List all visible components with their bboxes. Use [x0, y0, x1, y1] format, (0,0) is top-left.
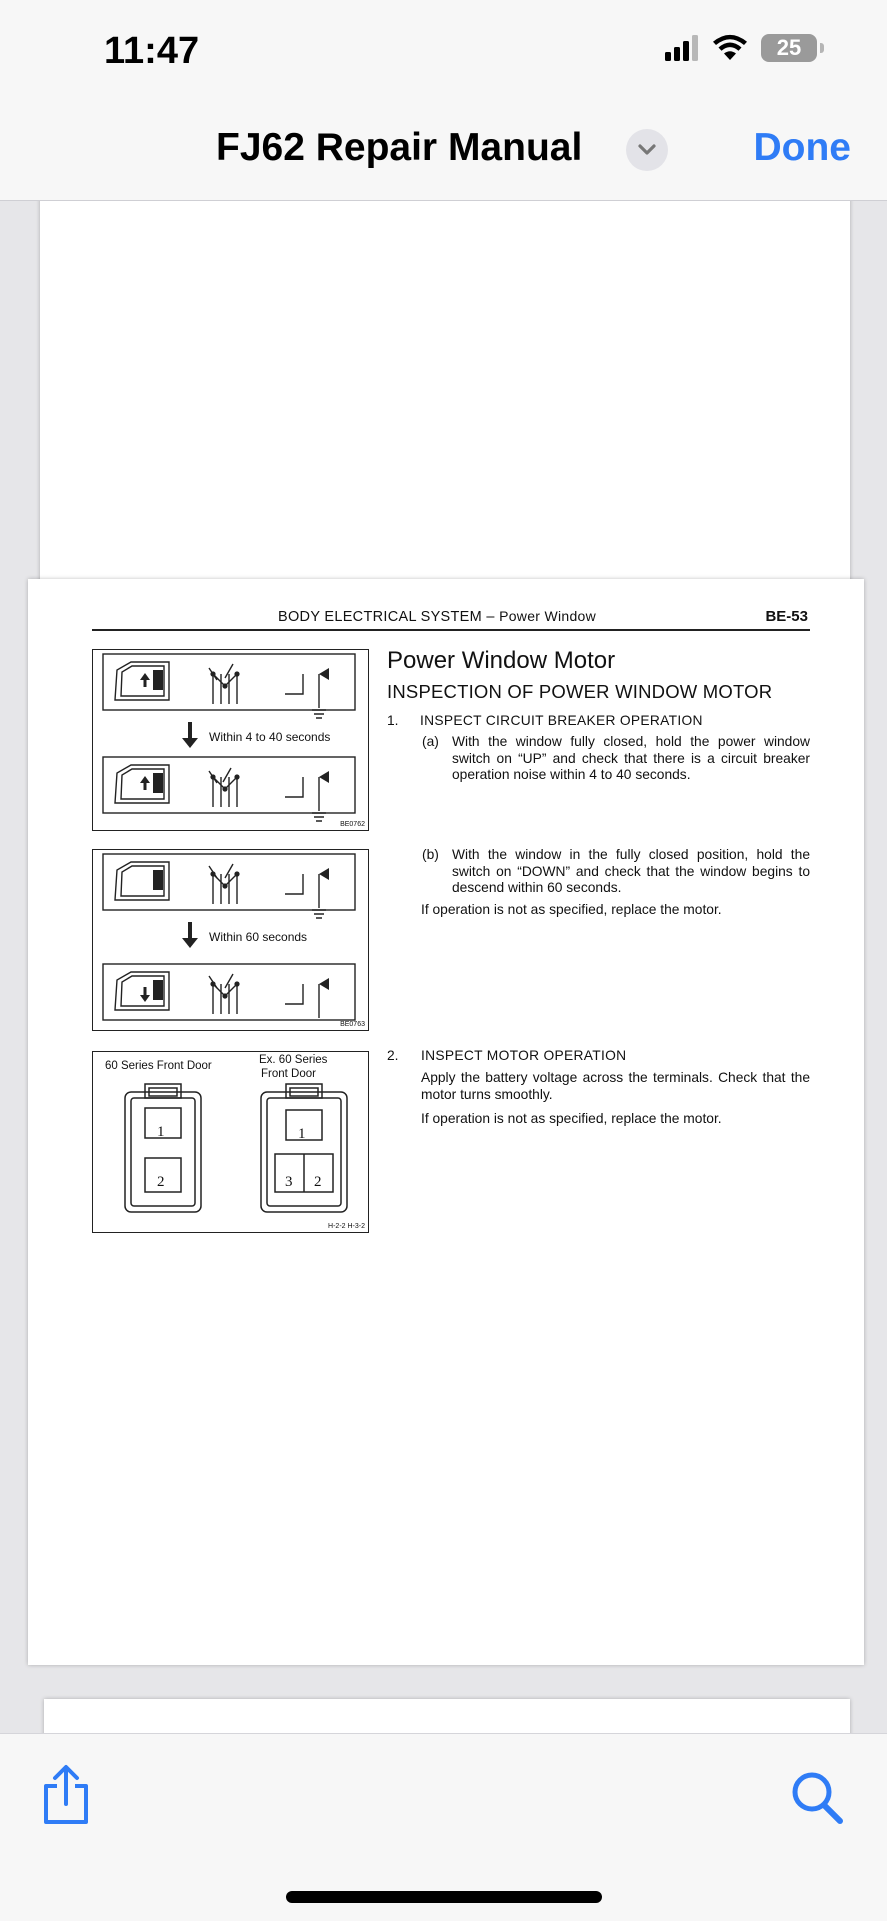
cellular-signal-icon: [665, 35, 699, 61]
fig3-right-label-1: Ex. 60 Series: [259, 1054, 328, 1066]
terminal-3-right: 3: [285, 1174, 293, 1190]
header-dash: –: [486, 609, 495, 625]
connector-diagrams: [93, 1052, 368, 1232]
battery-indicator: [761, 34, 817, 62]
step2-heading: INSPECT MOTOR OPERATION: [421, 1048, 627, 1063]
section-subtitle: INSPECTION OF POWER WINDOW MOTOR: [387, 681, 773, 702]
status-icons: [665, 34, 817, 62]
terminal-2-left: 2: [157, 1174, 165, 1190]
fig1-caption: Within 4 to 40 seconds: [209, 730, 331, 744]
wifi-icon: [711, 34, 749, 62]
navigation-bar: [0, 110, 887, 201]
fig1-code: BE0762: [340, 821, 365, 828]
pdf-page-current: [28, 579, 864, 1665]
page-header: [278, 608, 596, 625]
status-bar: [0, 0, 887, 110]
home-indicator[interactable]: [286, 1891, 602, 1903]
document-title[interactable]: FJ62 Repair Manual: [216, 126, 583, 169]
step1-number: 1.: [387, 713, 399, 728]
step1-heading: INSPECT CIRCUIT BREAKER OPERATION: [420, 713, 703, 728]
share-icon[interactable]: [40, 1764, 92, 1826]
fig2-code: BE0763: [340, 1021, 365, 1028]
header-rule: [92, 629, 810, 631]
figure-circuit-breaker-up: [92, 649, 369, 831]
step2-note: If operation is not as specified, replace the motor.: [421, 1111, 722, 1126]
section-title: Power Window Motor: [387, 647, 616, 674]
battery-level: 25: [776, 35, 802, 60]
step1-a-label: (a): [422, 734, 439, 749]
chevron-down-icon: [637, 143, 657, 157]
step1-a-text: With the window fully closed, hold the power window switch on “UP” and check that there is a circuit breaker operation noise within 4 to 40 seconds.: [452, 734, 810, 782]
terminal-1-left: 1: [157, 1124, 165, 1140]
page-number: BE-53: [765, 608, 808, 625]
figure-motor-connectors: [92, 1051, 369, 1233]
header-section: BODY ELECTRICAL SYSTEM: [278, 609, 483, 625]
header-subsection: Power Window: [499, 608, 597, 624]
step1-b-label: (b): [422, 847, 439, 862]
step2-text: Apply the battery voltage across the terminals. Check that the motor turns smoothly.: [421, 1070, 810, 1102]
terminal-2-right: 2: [314, 1174, 322, 1190]
document-viewer[interactable]: [0, 201, 887, 1733]
step2-number: 2.: [387, 1048, 399, 1063]
fig2-caption: Within 60 seconds: [209, 930, 308, 944]
step1-note: If operation is not as specified, replace the motor.: [421, 902, 722, 917]
done-button[interactable]: Done: [753, 126, 851, 169]
pdf-page-next: [44, 1699, 850, 1733]
manual-page-be53: [28, 579, 864, 1665]
step1-b-text: With the window in the fully closed position, hold the switch on “DOWN” and check that the window begins to descend within 60 seconds.: [452, 847, 810, 895]
fig3-right-label-2: Front Door: [261, 1068, 316, 1080]
fig3-code: H-2-2 H-3-2: [328, 1223, 365, 1230]
fig3-left-label: 60 Series Front Door: [105, 1060, 212, 1072]
figure-window-down: [92, 849, 369, 1031]
search-icon[interactable]: [790, 1770, 846, 1828]
status-time: 11:47: [104, 30, 200, 72]
title-menu-button[interactable]: [626, 129, 668, 171]
terminal-1-right: 1: [298, 1126, 306, 1142]
